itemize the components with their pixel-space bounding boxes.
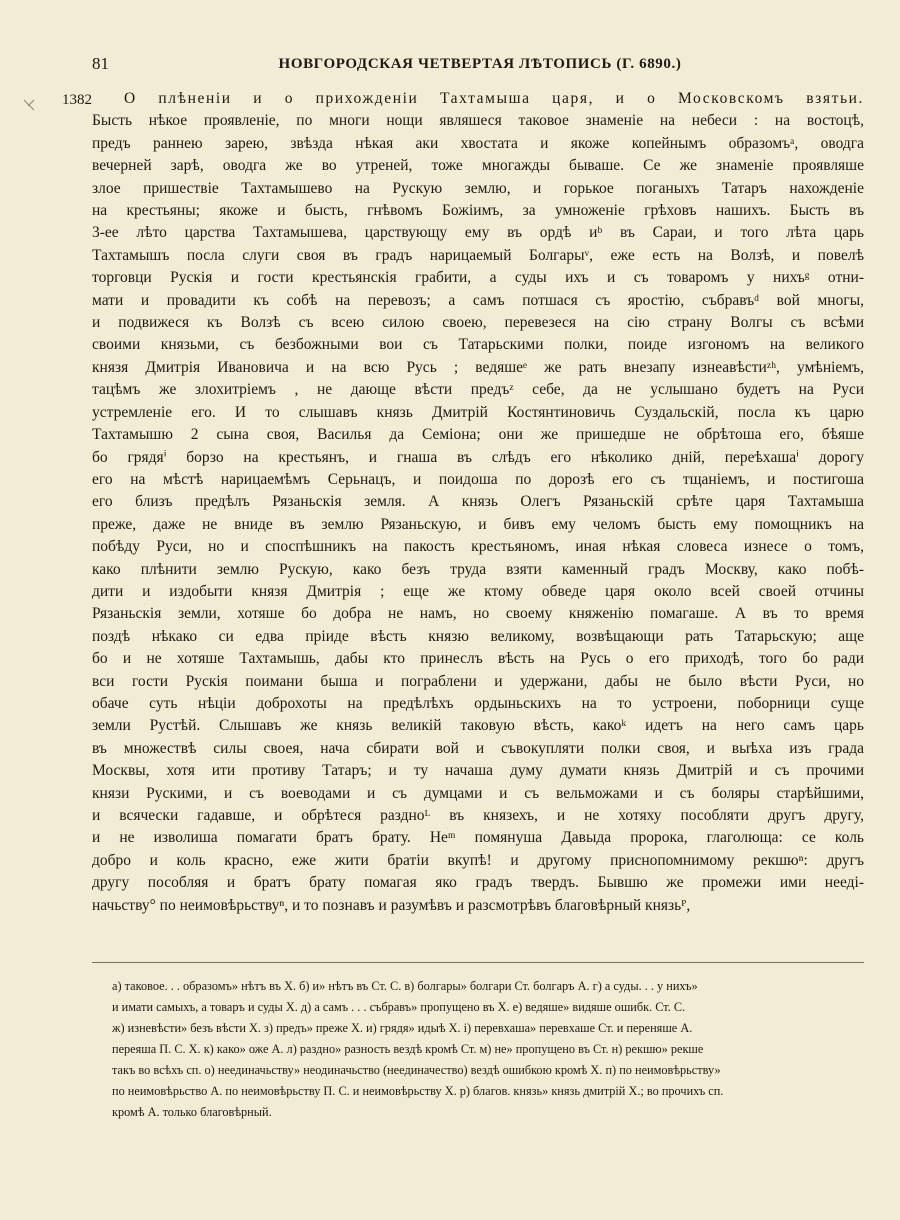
text-line: бо и не хотяше Тахтамышь, дабы кто принеслъ вѣсть на Русь о его приходѣ, того бо ради: [92, 650, 864, 668]
footnote-line: и имати самыхъ, а товаръ и суды Х. д) а самъ . . . събравъ» пропущено въ Х. е) ведяше» видяше ошибк. Ст. С.: [112, 1000, 686, 1014]
text-line: дити и издобыти князя Дмитрiя ; еще же ктому обведе царя около всей своей отчины: [92, 582, 864, 600]
text-line: Рязаньскiя земли, хотяше бо добра не намъ, но своему княженiю помагаше. А въ то время: [92, 605, 864, 623]
footnote-line: по неимовѣрьство А. по неимовѣрьству П. С. и неимовѣрьству Х. р) благов. князь» князь дмитрiй Х.; во прочихъ сп.: [112, 1084, 724, 1098]
chronicle-text: [92, 88, 864, 917]
text-line: въ множествѣ силы своея, нача сбирати вой и съвокупляти полки своя, и выѣха изъ града: [92, 739, 864, 757]
text-line: злое пришествiе Тахтамышево на Рускую землю, и горькое поганыхъ Татаръ нахожденiе: [92, 179, 864, 197]
text-line: обаче суть нѣцiи доброхоты на предѣлѣхъ ордыньскихъ на то устроени, поборници суще: [92, 694, 864, 712]
page-header: [0, 50, 900, 80]
text-line: мати и провадити къ собѣ на перевозъ; а самъ потшася съ яростiю, събравъᵈ вой многы,: [92, 291, 864, 309]
text-line: князя Дмитрiя Ивановича и на всю Русь ; ведяшеᵉ же рать внезапу изнеавѣстиᶻʰ, умѣнiемъ,: [92, 358, 864, 376]
text-line: и всячески гадавше, и обрѣтеся раздноᴸ въ князехъ, и не хотяху пособляти другъ другу,: [92, 807, 864, 824]
text-line: вси гости Рускiя поимани быша и пограблени и удержани, дабы не было вѣсти Руси, но: [92, 672, 864, 690]
text-line: Тахтамышю 2 сына своя, Василья да Семiона; они же пришедше не обрѣтоша его, бѣяше: [92, 426, 864, 444]
text-line: и подвижеся къ Волзѣ съ всею силою своею, перевезеся на сiю страну Волгы съ всѣми: [92, 314, 864, 332]
footnote-line: а) таковое. . . образомъ» нѣтъ въ Х. б) и» нѣтъ въ Ст. С. в) болгары» болгари Ст. болгаръ А. г) а суды. . . у нихъ»: [112, 979, 698, 993]
text-line: начьству° по неимовѣрьствуⁿ, и то познавъ и разумѣвъ и разсмотрѣвъ благовѣрный князьᴾ,: [92, 896, 691, 914]
footnote-line: ж) изневѣсти» безъ вѣсти Х. з) предъ» преже Х. и) грядя» идыѣ Х. і) перевхаша» перевхаше Ст. и переняше А.: [112, 1021, 693, 1035]
text-line: тацѣмъ же злохитрiемъ , не дающе вѣсти предъᶻ себе, да не услышано будетъ на Руси: [92, 381, 864, 399]
footnote-line: переяша П. С. Х. к) како» оже А. л) раздно» разность вездѣ кромѣ Ст. м) не» пропущено въ Ст. н) рекшю» рекше: [112, 1042, 704, 1056]
text-line: своими князьми, съ безбожными вои съ Татарьскими полки, поиде изгономъ на великого: [92, 336, 864, 354]
text-line: бо грядяⁱ борзо на крестьянъ, и гнаша въ слѣдъ его нѣколико днiй, переѣхашаⁱ дорогу: [92, 448, 864, 466]
text-line: Бысть нѣкое проявленiе, по многи нощи являшеся таковое знаменiе на небеси : на востоцѣ,: [92, 112, 864, 130]
year-marker: 1382: [62, 92, 92, 108]
text-line: другу пособляя и братъ брату помагая яко градъ твердъ. Бывшю же промежи ими неедi-: [92, 874, 864, 892]
text-line: устремленiе его. И то слышавъ князь Дмитрiй Костянтиновичь Суздальскiй, посла къ царю: [92, 403, 864, 421]
text-line: Москвы, хотя ити противу Татаръ; и ту начаша думу думати князь Дмитрiй и съ прочими: [92, 762, 864, 780]
text-line: преже, даже не вниде въ землю Рязаньскую, и бивъ ему челомъ бысть ему помощникъ на: [92, 515, 864, 533]
footnote-line: такъ во всѣхъ сп. о) неединачьству» неодиначьство (неединачество) вездѣ ошибкою кромѣ Х. п) по неимовѣрьству»: [112, 1063, 721, 1077]
text-line: како плѣнити землю Рускую, како безъ труда взяти каменный градъ Москву, како побѣ-: [92, 560, 864, 578]
text-line: добро и коль красно, еже жити братiи вкупѣ! и другому приснопомнимому рекшюⁿ: другъ: [92, 851, 864, 869]
text-line: на крестьяны; якоже и бысть, гнѣвомъ Божiимъ, за умноженiе грѣховъ нашихъ. Бысть въ: [92, 202, 864, 220]
footnotes: [112, 976, 864, 1123]
text-line: земли Рустѣй. Слышавъ же князь великiй таковую вѣсть, какоᵏ идетъ на него самъ царь: [92, 717, 864, 735]
footnote-line: кромѣ А. только благовѣрный.: [112, 1105, 272, 1119]
page-number: 81: [92, 54, 109, 73]
running-head: НОВГОРОДСКАЯ ЧЕТВЕРТАЯ ЛѢТОПИСЬ (Г. 6890.): [278, 56, 682, 72]
text-line: 3-ее лѣто царства Тахтамышева, царствующу ему въ ордѣ иᵇ въ Сараи, и того лѣта царь: [92, 224, 864, 242]
text-line: его близъ предѣлъ Рязаньскiя земля. А князь Олегъ Рязаньскiй срѣте царя Тахтамыша: [92, 493, 864, 511]
text-line: побѣду Руси, но и споспѣшникъ на пакость крестьяномъ, иная нѣкая словеса изнесе о томъ,: [92, 538, 864, 556]
pencil-mark-icon: [22, 98, 36, 112]
text-line: его на мѣстѣ нарицаемѣмъ Серьнацъ, и поидоша по дорозѣ его съ тщанiемъ, и постигоша: [92, 470, 864, 488]
text-line: торговци Рускiя и гости крестьянскiя грабити, а суды ихъ и съ товаромъ у нихъᵍ отни-: [92, 269, 864, 287]
text-line: Тахтамышъ посла слуги своя въ градъ нарицаемый Болгарыᵛ, еже есть на Волзѣ, и повелѣ: [92, 246, 864, 264]
text-line: князи Рускими, и съ воеводами и съ думцами и съ вельможами и съ боляры старѣйшими,: [92, 784, 864, 802]
text-line: и не изволиша помагати братъ брату. Неᵐ помянуша Давыда пророка, глаголюща: се коль: [92, 829, 864, 847]
section-heading: О плѣненiи и о прихожденiи Тахтамыша царя, и о Московскомъ взятьи.: [124, 90, 864, 107]
text-line: поздѣ нѣкако си едва прiиде вѣсть князю великому, возвѣщающи рать Татарьскую; аще: [92, 627, 864, 645]
footnote-divider: [92, 962, 864, 963]
text-line: вечерней зарѣ, оводга же во утреней, тоже многажды бываше. Се же знаменiе проявляше: [92, 157, 864, 175]
text-line: предъ раннею зарею, звѣзда нѣкая аки хвостата и якоже копейнымъ образомъᵃ, оводга: [92, 134, 864, 152]
